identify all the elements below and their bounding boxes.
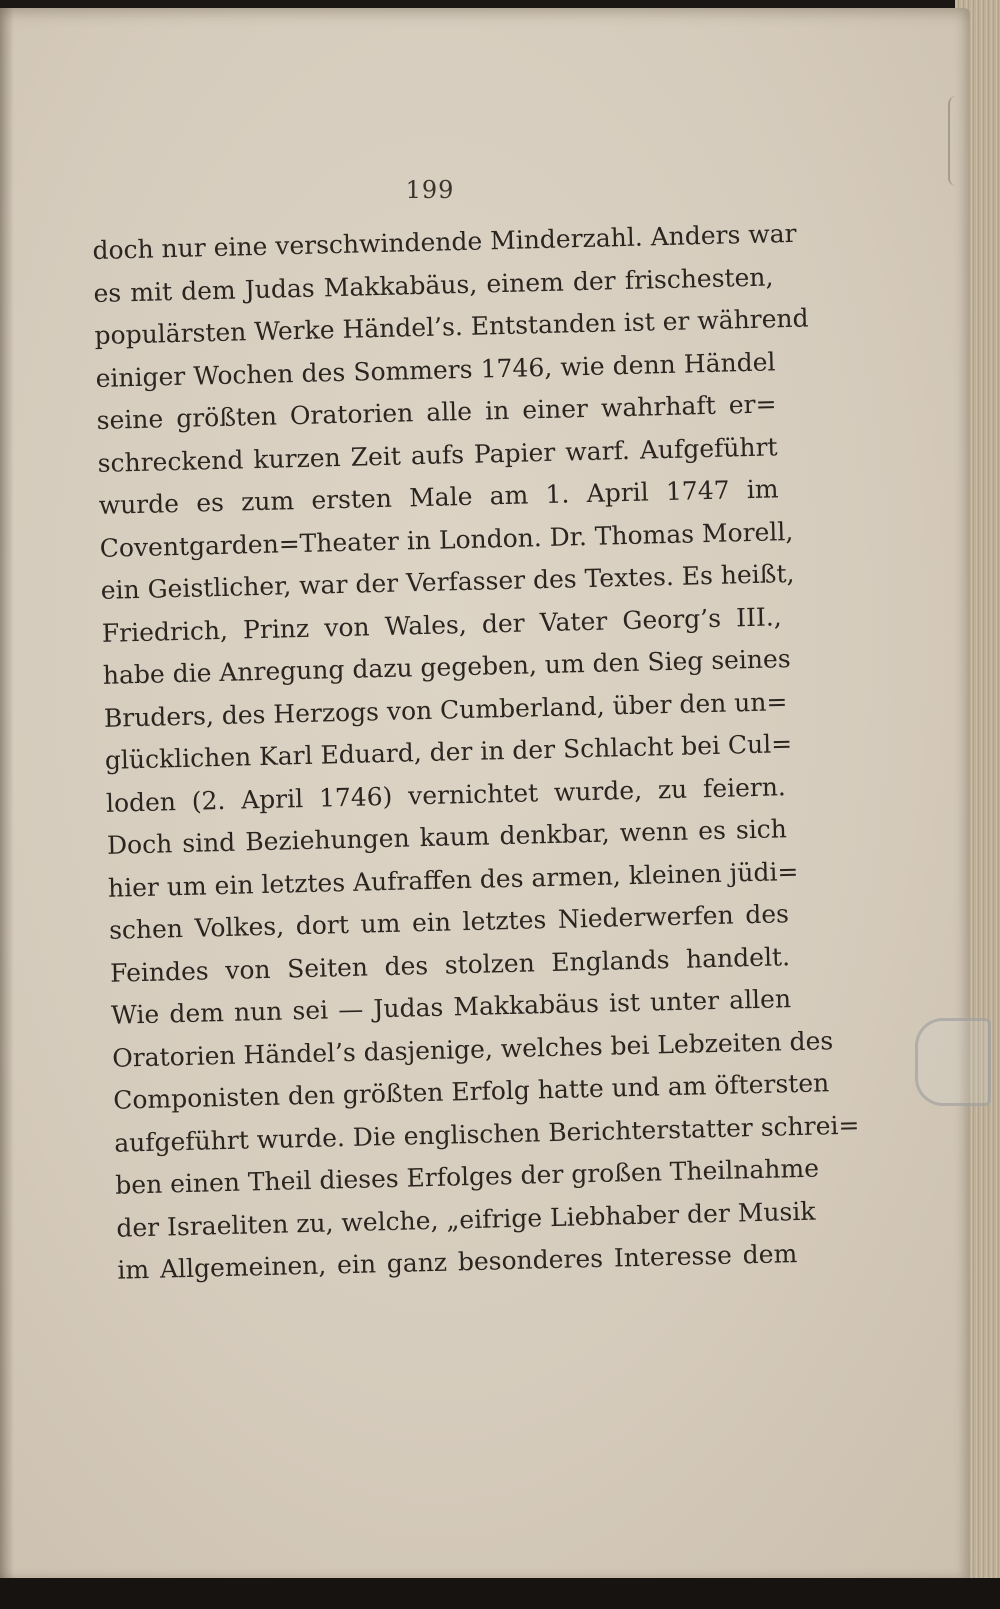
page-number: 199	[405, 176, 455, 204]
gutter-shadow	[0, 8, 14, 1578]
text-line: Componisten den größten Erfolg hatte und am öftersten	[112, 1068, 830, 1115]
text-line: Bruders, des Herzogs von Cumberland, über den un=	[103, 686, 788, 733]
text-line: Friedrich, Prinz von Wales, der Vater Georg’s III.,	[101, 601, 782, 648]
page-edge-mark	[948, 96, 956, 186]
page-clip	[915, 1018, 991, 1106]
text-line: Wie dem nun sei — Judas Makkabäus ist unter allen	[110, 984, 792, 1030]
text-line: wurde es zum ersten Male am 1. April 1747 im	[98, 474, 779, 520]
text-line: aufgeführt wurde. Die englischen Berichterstatter schrei=	[113, 1110, 860, 1158]
book-page	[0, 8, 970, 1578]
text-line: einiger Wochen des Sommers 1746, wie denn Händel	[95, 346, 776, 393]
text-line: habe die Anregung dazu gegeben, um den Sieg seines	[102, 644, 791, 690]
text-line: populärsten Werke Händel’s. Entstanden ist er während	[94, 303, 809, 350]
text-line: Feindes von Seiten des stolzen Englands handelt.	[109, 941, 791, 988]
text-line: loden (2. April 1746) vernichtet wurde, zu feiern.	[105, 771, 787, 818]
text-line: Coventgarden=Theater in London. Dr. Thomas Morell,	[99, 516, 794, 563]
text-line: schreckend kurzen Zeit aufs Papier warf. Aufgeführt	[97, 431, 778, 478]
text-line: doch nur eine verschwindende Minderzahl. Anders war	[92, 218, 797, 265]
text-line: es mit dem Judas Makkabäus, einem der frischesten,	[93, 261, 774, 308]
text-line: hier um ein letztes Aufraffen des armen, kleinen jüdi=	[107, 856, 799, 903]
text-line: im Allgemeinen, ein ganz besonderes Interesse dem	[117, 1239, 798, 1285]
scan-bottom-edge	[0, 1578, 1000, 1609]
text-line: glücklichen Karl Eduard, der in der Schlacht bei Cul=	[104, 729, 793, 775]
text-line: ben einen Theil dieses Erfolges der großen Theilnahme	[114, 1153, 820, 1200]
text-line: schen Volkes, dort um ein letztes Niederwerfen des	[108, 899, 790, 945]
text-line: Doch sind Beziehungen kaum denkbar, wenn es sich	[106, 814, 788, 860]
text-line: ein Geistlicher, war der Verfasser des Textes. Es heißt,	[100, 558, 795, 605]
text-line: Oratorien Händel’s dasjenige, welches bei Lebzeiten des	[111, 1025, 834, 1073]
text-line: der Israeliten zu, welche, „eifrige Liebhaber der Musik	[116, 1196, 816, 1243]
body-text	[92, 213, 860, 1292]
text-line: seine größten Oratorien alle in einer wahrhaft er=	[96, 389, 777, 435]
